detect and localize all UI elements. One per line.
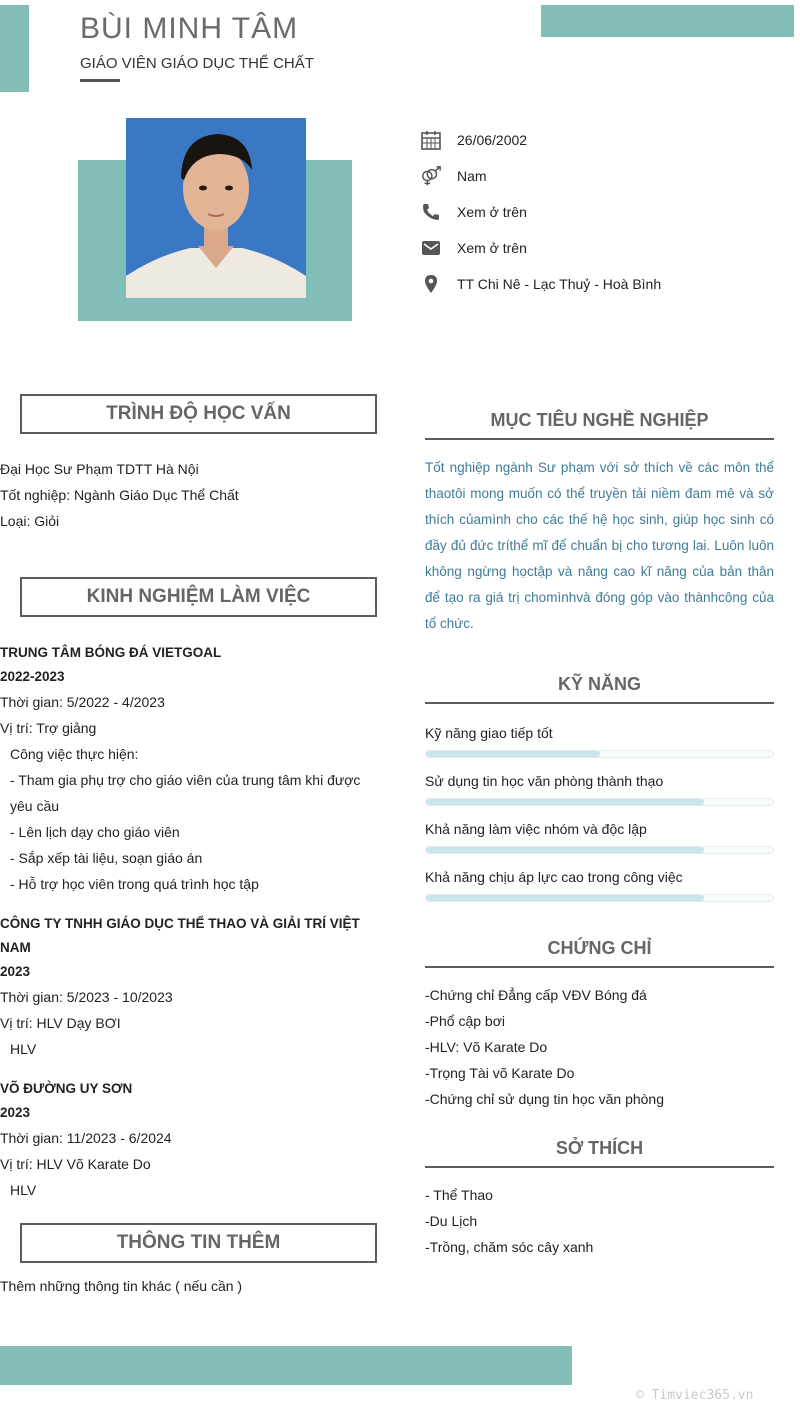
location-icon (420, 273, 442, 295)
skill-label: Khả năng làm việc nhóm và độc lập (425, 821, 647, 837)
calendar-icon (420, 129, 442, 151)
job-1-task: - Lên lịch dạy cho giáo viên (10, 824, 180, 840)
decor-block-top-right (541, 5, 794, 37)
hobby-item: -Trồng, chăm sóc cây xanh (425, 1239, 594, 1255)
candidate-name: BÙI MINH TÂM (80, 12, 299, 45)
job-1-position: Vị trí: Trợ giảng (0, 720, 97, 736)
skill-label: Khả năng chịu áp lực cao trong công việc (425, 869, 683, 885)
job-1-tasks-title: Công việc thực hiện: (10, 746, 139, 762)
skill-bar (425, 798, 774, 806)
phone: Xem ở trên (457, 204, 527, 220)
decor-block-top-left (0, 5, 29, 92)
skills-heading: KỸ NĂNG (425, 674, 774, 704)
additional-text: Thêm những thông tin khác ( nếu cần ) (0, 1278, 243, 1294)
skill-bar (425, 894, 774, 902)
address-row (420, 272, 661, 296)
hobby-item: - Thể Thao (425, 1187, 493, 1203)
hobbies-heading: SỞ THÍCH (425, 1138, 774, 1168)
job-1-task: - Hỗ trợ học viên trong quá trình học tập (10, 876, 259, 892)
certificates-heading: CHỨNG CHỈ (425, 938, 774, 968)
decor-block-bottom (0, 1346, 572, 1385)
gender-row (420, 164, 487, 188)
birthday: 26/06/2002 (457, 132, 528, 148)
job-2-company: CÔNG TY TNHH GIÁO DỤC THỂ THAO VÀ GIẢI TRÍ VIỆT (0, 916, 360, 931)
job-2-extra: HLV (10, 1041, 37, 1057)
certificate-item: -Phổ cập bơi (425, 1013, 506, 1029)
job-2-years: 2023 (0, 964, 31, 979)
job-3-time: Thời gian: 11/2023 - 6/2024 (0, 1130, 172, 1146)
education-heading: TRÌNH ĐỘ HỌC VẤN (20, 394, 377, 434)
email-row (420, 236, 527, 260)
hobby-item: -Du Lịch (425, 1213, 478, 1229)
birthday-row (420, 128, 527, 152)
job-1-task: - Tham gia phụ trợ cho giáo viên của trung tâm khi được (10, 772, 361, 788)
job-1-task: - Sắp xếp tài liệu, soạn giáo án (10, 850, 203, 866)
watermark: © Timviec365.vn (636, 1388, 754, 1403)
email-icon (420, 237, 442, 259)
job-1-time: Thời gian: 5/2022 - 4/2023 (0, 694, 165, 710)
objective-heading: MỤC TIÊU NGHỀ NGHIỆP (425, 410, 774, 440)
gender-icon (420, 165, 442, 187)
job-2-position: Vị trí: HLV Dạy BƠI (0, 1015, 121, 1031)
job-3-company: VÕ ĐƯỜNG UY SƠN (0, 1081, 133, 1096)
skill-bar (425, 846, 774, 854)
phone-row (420, 200, 527, 224)
objective-text: Tốt nghiệp ngành Sư phạm với sở thích về các môn thể thaotôi mong muốn có thể truyền tải niềm đam mê và sở thích củamình cho các thế hệ học sinh, giúp học sinh có đầy đủ đức tríthể mĩ để chuẩn bị cho tương lai. Luôn luôn không ngừng họctập và nâng cao kĩ năng của bản thân để tạo ra giá trị chomìnhvà đóng góp vào thànhcông của tổ chức. (425, 460, 774, 631)
certificate-item: -HLV: Võ Karate Do (425, 1039, 548, 1055)
job-2-time: Thời gian: 5/2023 - 10/2023 (0, 989, 173, 1005)
avatar (126, 118, 306, 298)
experience-heading: KINH NGHIỆM LÀM VIỆC (20, 577, 377, 617)
education-grade: Loại: Giỏi (0, 513, 60, 529)
job-3-years: 2023 (0, 1105, 31, 1120)
phone-icon (420, 201, 442, 223)
education-school: Đại Học Sư Phạm TDTT Hà Nội (0, 461, 199, 477)
title-underline (80, 79, 120, 82)
skill-label: Kỹ năng giao tiếp tốt (425, 725, 553, 741)
skill-bar (425, 750, 774, 758)
education-major: Tốt nghiệp: Ngành Giáo Dục Thể Chất (0, 487, 239, 503)
certificate-item: -Trọng Tài võ Karate Do (425, 1065, 575, 1081)
address: TT Chi Nê - Lạc Thuỷ - Hoà Bình (457, 276, 662, 292)
job-1-company: TRUNG TÂM BÓNG ĐÁ VIETGOAL (0, 645, 222, 660)
email: Xem ở trên (457, 240, 527, 256)
job-3-extra: HLV (10, 1182, 37, 1198)
job-1-years: 2022-2023 (0, 669, 65, 684)
certificate-item: -Chứng chỉ sử dụng tin học văn phòng (425, 1091, 665, 1107)
job-title: GIÁO VIÊN GIÁO DỤC THỂ CHẤT (80, 55, 314, 72)
certificate-item: -Chứng chỉ Đẳng cấp VĐV Bóng đá (425, 987, 647, 1003)
gender: Nam (457, 168, 487, 184)
skill-label: Sử dụng tin học văn phòng thành thạo (425, 773, 664, 789)
job-1-task: yêu cầu (10, 798, 60, 814)
additional-heading: THÔNG TIN THÊM (20, 1223, 377, 1263)
job-3-position: Vị trí: HLV Võ Karate Do (0, 1156, 151, 1172)
job-2-company-cont: NAM (0, 940, 31, 955)
